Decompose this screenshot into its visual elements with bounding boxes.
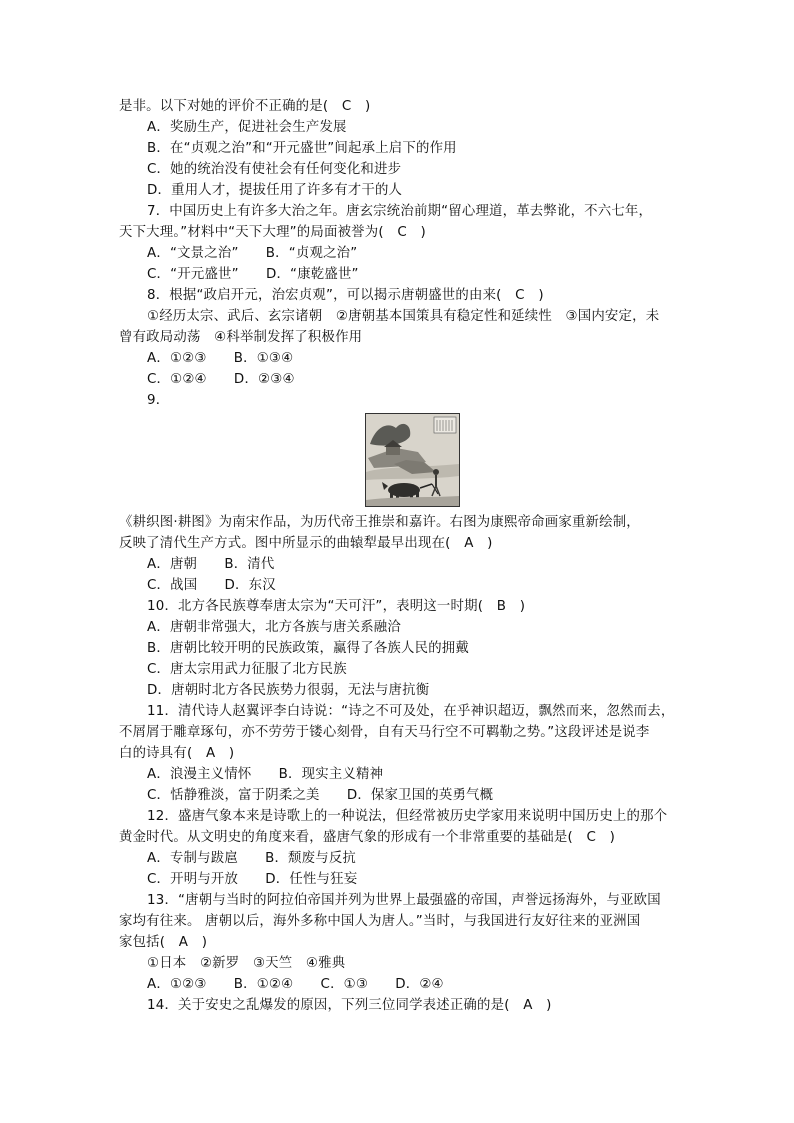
option-d: D．唐朝时北方各民族势力很弱，无法与唐抗衡 <box>147 683 430 698</box>
question-7: 7．中国历史上有许多大治之年。唐玄宗统治前期“留心理道，革去弊讹，不六七年， <box>147 204 653 219</box>
text-line: 《耕织图·耕图》为南宋作品，为历代帝王推崇和嘉许。右图为康熙帝命画家重新绘制， <box>119 515 640 530</box>
question-10: 10．北方各民族尊奉唐太宗为“天可汗”，表明这一时期( B ) <box>147 599 526 614</box>
text-line: 不屑屑于雕章琢句，亦不劳劳于镂心刻骨，自有天马行空不可羁勒之势。”这段评述是说李 <box>119 725 650 740</box>
text-line: 是非。以下对她的评价不正确的是( C ) <box>119 99 371 114</box>
options-row: A．唐朝 B．清代 <box>147 557 275 572</box>
option-a: A．奖励生产，促进社会生产发展 <box>147 120 347 135</box>
text-line: ①经历太宗、武后、玄宗诸朝 ②唐朝基本国策具有稳定性和延续性 ③国内安定，未 <box>147 309 660 324</box>
options-row: C．恬静雅淡，富于阴柔之美 D．保家卫国的英勇气概 <box>147 788 494 803</box>
options-row: C．①②④ D．②③④ <box>147 372 295 387</box>
option-d: D．重用人才，提拔任用了许多有才干的人 <box>147 183 403 198</box>
text-line: 家包括( A ) <box>119 935 208 950</box>
question-14: 14．关于安史之乱爆发的原因，下列三位同学表述正确的是( A ) <box>147 998 552 1013</box>
text-line: ①日本 ②新罗 ③天竺 ④雅典 <box>147 956 346 971</box>
options-row: A．专制与跋扈 B．颓废与反抗 <box>147 851 357 866</box>
option-c: C．她的统治没有使社会有任何变化和进步 <box>147 162 402 177</box>
options-row: A．①②③ B．①②④ C．①③ D．②④ <box>147 977 444 992</box>
option-b: B．唐朝比较开明的民族政策，赢得了各族人民的拥戴 <box>147 641 469 656</box>
question-13: 13．“唐朝与当时的阿拉伯帝国并列为世界上最强盛的帝国，声誉远扬海外，与亚欧国 <box>147 893 661 908</box>
option-a: A．唐朝非常强大，北方各族与唐关系融洽 <box>147 620 401 635</box>
plowing-painting-image <box>365 413 460 507</box>
question-9: 9． <box>147 393 170 408</box>
painting-illustration <box>366 414 459 506</box>
text-line: 天下大理。”材料中“天下大理”的局面被誉为( C ) <box>119 225 426 240</box>
option-c: C．唐太宗用武力征服了北方民族 <box>147 662 347 677</box>
options-row: A．浪漫主义情怀 B．现实主义精神 <box>147 767 384 782</box>
question-12: 12．盛唐气象本来是诗歌上的一种说法，但经常被历史学家用来说明中国历史上的那个 <box>147 809 668 824</box>
options-row: A．①②③ B．①③④ <box>147 351 294 366</box>
option-b: B．在“贞观之治”和“开元盛世”间起承上启下的作用 <box>147 141 457 156</box>
question-8: 8．根据“政启开元，治宏贞观”，可以揭示唐朝盛世的由来( C ) <box>147 288 544 303</box>
options-row: A．“文景之治” B．“贞观之治” <box>147 246 358 261</box>
options-row: C．战国 D．东汉 <box>147 578 276 593</box>
options-row: C．开明与开放 D．任性与狂妄 <box>147 872 358 887</box>
text-line: 黄金时代。从文明史的角度来看，盛唐气象的形成有一个非常重要的基础是( C ) <box>119 830 616 845</box>
text-line: 白的诗具有( A ) <box>119 746 235 761</box>
text-line: 家均有往来。 唐朝以后，海外多称中国人为唐人。”当时，与我国进行友好往来的亚洲国 <box>119 914 641 929</box>
text-line: 曾有政局动荡 ④科举制发挥了积极作用 <box>119 330 363 345</box>
options-row: C．“开元盛世” D．“康乾盛世” <box>147 267 359 282</box>
question-11: 11．清代诗人赵翼评李白诗说：“诗之不可及处，在乎神识超迈，飘然而来，忽然而去， <box>147 704 675 719</box>
text-line: 反映了清代生产方式。图中所显示的曲辕犁最早出现在( A ) <box>119 536 493 551</box>
